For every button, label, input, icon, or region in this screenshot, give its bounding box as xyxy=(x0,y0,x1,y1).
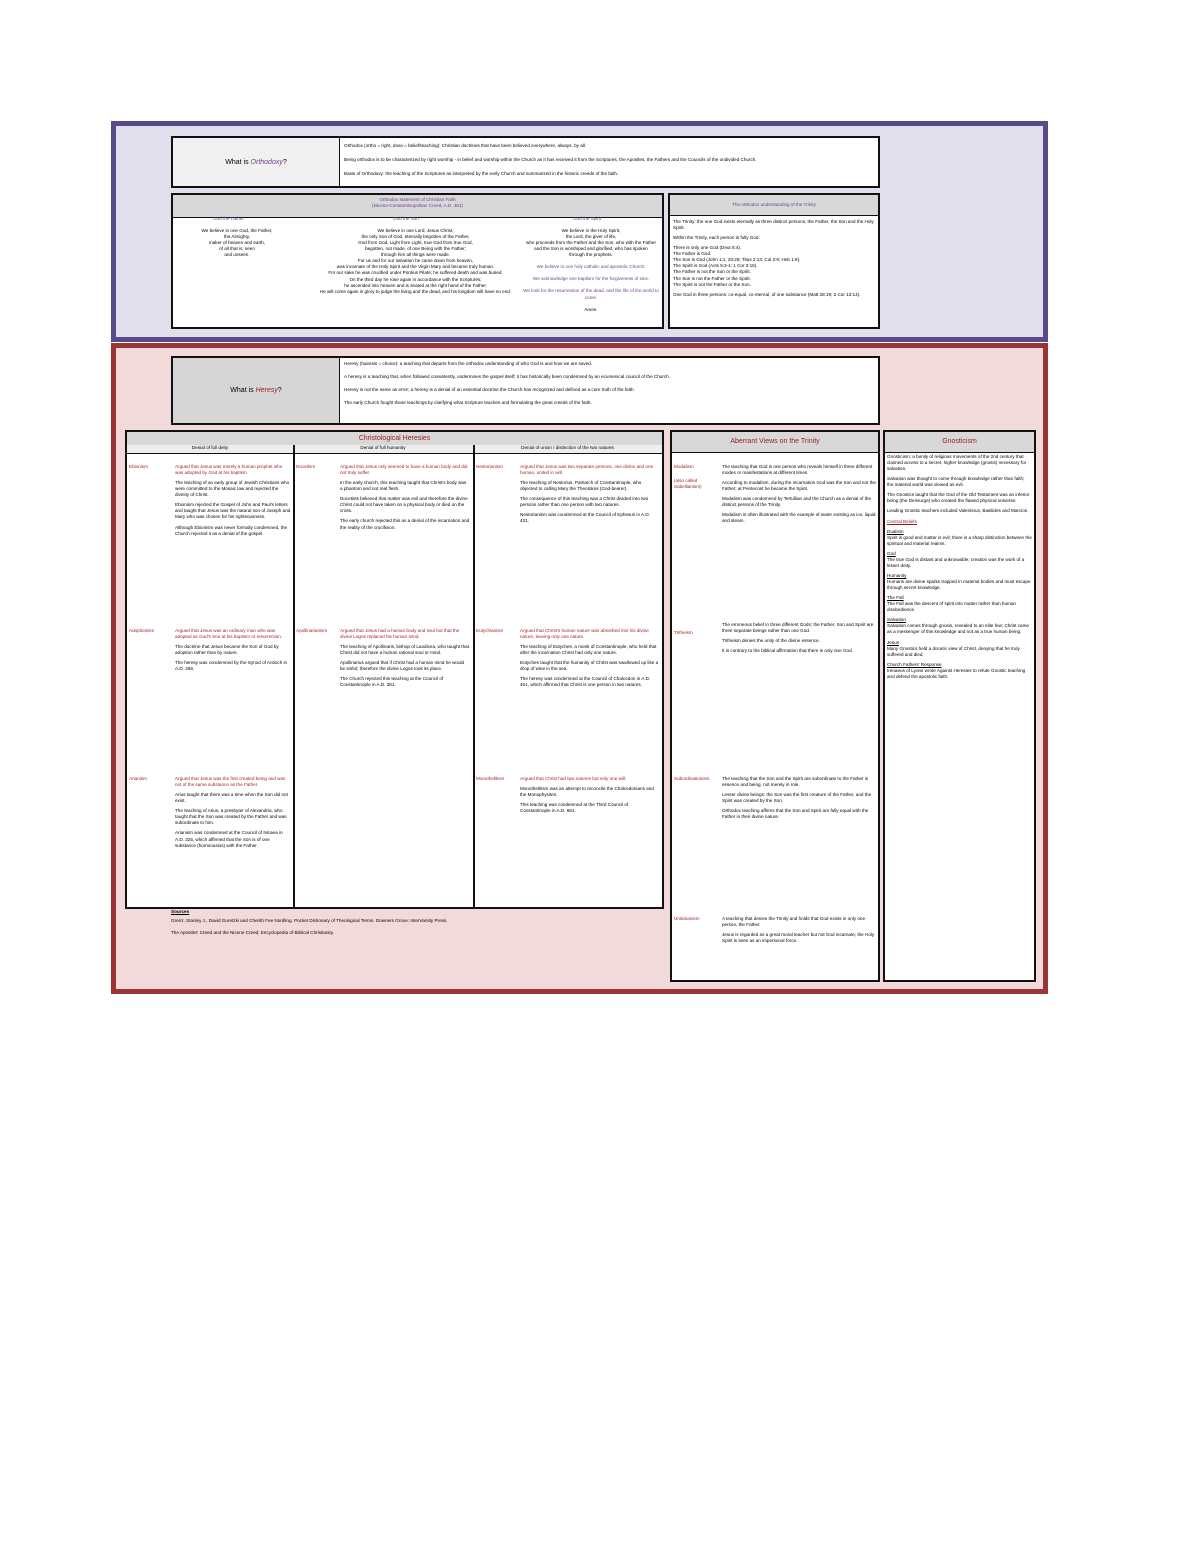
heresy-entry xyxy=(476,464,660,614)
heresy-para: Arius taught that there was a time when the Son did not exist. xyxy=(175,792,288,804)
heresy-para: In the early church, this teaching taught that Christ's body was a phantom and not real flesh. xyxy=(340,480,467,492)
gnosticism-section xyxy=(887,617,1032,635)
heresy-name: Apollinarianism xyxy=(296,628,328,633)
gnosticism-intro: Gnosticism: a family of religious movements of the 2nd century that claimed access to a secret, higher knowledge (gnosis) necessary for salvation. xyxy=(887,454,1027,472)
creed-line: the Lord, the giver of life, xyxy=(565,234,617,240)
heresy-para: The teaching of Eutyches, a monk of Constantinople, who held that after the incarnation Christ had only one nature. xyxy=(520,644,657,656)
heresy-para: Ebionism rejected the Gospel of John and Paul's letters and taught that Jesus was the natural son of Joseph and Mary who was chosen for his righteousness. xyxy=(175,502,291,520)
sources-label: Sources xyxy=(171,909,190,914)
trinity-para: The teaching that the Son and the Spirit are subordinate to the Father in essence and being, not merely in role. xyxy=(722,776,869,788)
gnosticism-title: Gnosticism xyxy=(885,432,1034,453)
trinity-para: According to modalism, during the incarnation God was the Son and not the Father; at Pentecost he became the Spirit. xyxy=(722,480,876,492)
creed-line: We look for the resurrection of the dead, and the life of the world to come. xyxy=(523,288,659,300)
trinity-line: Within the Trinity, each person is fully God: xyxy=(673,235,760,241)
gnosticism-section-text: The Gnostics taught that the God of the Old Testament was an inferior being (the Demiurge) who created the flawed physical universe. xyxy=(887,492,1030,504)
trinity-heresy-name xyxy=(674,464,718,490)
trinity-heresy-row xyxy=(674,916,878,980)
creed-line: and the Son is worshiped and glorified, who has spoken xyxy=(534,246,648,252)
heresy-para: The teaching of an early group of Jewish Christians who were committed to the Mosaic law and rejected the divinity of Christ. xyxy=(175,480,290,498)
creed-line: For our sake he was crucified under Pontius Pilate; he suffered death and was buried. xyxy=(328,270,503,276)
trinity-line: The Spirit is not the Father or the Son. xyxy=(673,281,751,287)
heresy-name: Eutychianism xyxy=(476,628,504,633)
creed-line: he ascended into heaven and is seated at the right hand of the Father. xyxy=(344,282,487,288)
gnosticism-section-text: Humans are divine sparks trapped in material bodies and must escape through secret knowledge. xyxy=(887,579,1031,591)
creed-line: We believe in the Holy Spirit, xyxy=(561,228,621,233)
heresy-entry xyxy=(296,628,471,768)
heresy-entry xyxy=(129,628,291,768)
creed-line: On the third day he rose again in accordance with the Scriptures; xyxy=(349,276,482,282)
heresy-lead: Argued that Jesus was the first created being and was not of the same substance as the Father. xyxy=(175,776,286,788)
gnosticism-section-head: Dualism xyxy=(887,528,904,534)
heresy-name: Ebionism xyxy=(129,464,148,469)
trinity-heresy-body xyxy=(722,464,878,614)
gnosticism-section-head: The Fall xyxy=(887,595,904,601)
gnosticism-section xyxy=(887,476,1032,488)
heresy-para: The teaching of Arius, a presbyter of Alexandria, who taught that the Son was created by the Father and was subordinate to him. xyxy=(175,808,287,826)
trinity-heresy-body xyxy=(722,916,878,980)
heresy-para: The early church rejected this as a denial of the incarnation and the reality of the crucifixion. xyxy=(340,518,470,530)
heresy-entry xyxy=(129,464,291,614)
gnosticism-section xyxy=(887,662,1032,680)
christology-col-heads xyxy=(127,445,662,454)
trinity-heresy-body xyxy=(722,622,878,762)
heresy-para: Docetists believed that matter was evil and therefore the divine Christ could not have taken on a physical body or died on the cross. xyxy=(340,496,468,514)
trinity-heresy-row xyxy=(674,776,878,896)
heresy-def-line: Heresy is not the same as error; a heresy is a denial of an essential doctrine the Church has recognized and defined as a core truth of the faith. xyxy=(344,387,635,393)
orthodoxy-def-line: Orthodox (ortho = right, doxa = belief/teaching): Christian doctrines that have been believed everywhere, always, by all. xyxy=(344,143,587,148)
column-divider xyxy=(473,445,475,907)
creed-line: begotten, not made, of one Being with the Father; xyxy=(365,246,466,252)
trinity-para: Tritheism denies the unity of the divine essence. xyxy=(722,638,820,644)
heresy-lead: Argued that Jesus only seemed to have a human body and did not truly suffer. xyxy=(340,464,468,476)
heresy-name: Monothelitism xyxy=(476,776,505,781)
heresy-para: This teaching was condemned at the Third Council of Constantinople in A.D. 681. xyxy=(520,802,629,814)
orthodox-trinity-title: The orthodox understanding of the Trinity xyxy=(670,195,878,216)
creed-line: the Almighty, xyxy=(224,234,250,240)
gnosticism-section xyxy=(887,529,1032,547)
creed-son-text xyxy=(293,228,538,295)
creed-line: the only Son of God, eternally begotten of the Father, xyxy=(361,234,470,240)
heresy-title: What is Heresy? xyxy=(230,387,282,394)
heresy-para: The doctrine that Jesus became the Son of God by adoption rather than by nature. xyxy=(175,644,279,656)
orthodoxy-definition-text xyxy=(344,143,874,187)
orthodoxy-title: What is Orthodoxy? xyxy=(225,158,287,166)
col-head-humanity: Denial of full humanity xyxy=(360,445,406,450)
column-divider xyxy=(293,445,295,907)
heresy-name: Docetism xyxy=(296,464,316,469)
trinity-line: The Son is God (John 1:1; 20:28; Titus 2:13; Col 2:9; Heb 1:8). xyxy=(673,257,801,263)
orthodoxy-title-cell xyxy=(173,138,340,186)
creed-father-text xyxy=(177,228,297,258)
heresy-lead: Argued that Christ had two natures but only one will. xyxy=(520,776,627,781)
heresy-lead: Argued that Christ's human nature was absorbed into his divine nature, leaving only one nature. xyxy=(520,628,649,640)
heresy-def-line: Heresy (hairesis = choice): a teaching that departs from the orthodox understanding of who God is and how we are saved. xyxy=(344,361,593,366)
creed-col-head-son: God the Son xyxy=(393,216,419,221)
creed-line: Amen. xyxy=(584,306,598,312)
creed-line: maker of heaven and earth, xyxy=(208,240,266,246)
trinity-line: The Son is not the Father or the Spirit. xyxy=(673,275,751,281)
col-head-deity: Denial of full deity xyxy=(191,445,229,450)
gnosticism-section xyxy=(887,573,1032,591)
orthodoxy-definition-box xyxy=(171,136,880,188)
creed-line: We acknowledge one baptism for the forgiveness of sins. xyxy=(532,276,650,282)
heresy-def-line: A heresy is a teaching that, when followed consistently, undermines the gospel itself; it has historically been condemned by an ecumenical council of the Church. xyxy=(344,374,670,380)
trinity-heresy-name: Subordinationism xyxy=(674,776,710,781)
gnosticism-section xyxy=(887,640,1032,658)
creed-box xyxy=(171,193,664,329)
heresy-entry xyxy=(476,628,660,778)
trinity-para: Jesus is regarded as a great moral teacher but not God incarnate; the Holy Spirit is seen as an impersonal force. xyxy=(722,932,875,944)
heresy-entry xyxy=(476,776,660,866)
creed-header xyxy=(173,195,662,218)
trinity-line: The Father is God. xyxy=(673,251,712,257)
gnosticism-section-text: Spirit is good and matter is evil; there is a sharp distinction between the spiritual and material realms. xyxy=(887,534,1032,546)
heresy-body xyxy=(340,464,470,614)
heresy-para: The heresy was condemned at the Council of Chalcedon in A.D. 451, which affirmed that Christ is one person in two natures. xyxy=(520,676,651,688)
trinity-para: A teaching that denies the Trinity and holds that God exists in only one person, the Father. xyxy=(722,916,866,928)
trinity-para: Modalism is often illustrated with the example of water existing as ice, liquid and steam. xyxy=(722,512,876,524)
christological-title: Christological Heresies xyxy=(127,432,662,446)
creed-col-head-father: God the Father xyxy=(213,216,244,221)
trinity-para: Orthodox teaching affirms that the Son and Spirit are fully equal with the Father in their divine nature. xyxy=(722,808,869,820)
heresy-lead: Argued that Jesus was two separate persons, one divine and one human, united in will. xyxy=(520,464,654,476)
heresy-para: The consequence of this teaching was a Christ divided into two persons rather than one person with two natures. xyxy=(520,496,649,508)
creed-spirit-text xyxy=(523,228,659,313)
trinity-para: It is contrary to the biblical affirmation that there is only one God. xyxy=(722,648,853,654)
heresy-para: Although Ebionism was never formally condemned, the Church rejected it as a denial of the gospel. xyxy=(175,524,288,536)
sources xyxy=(171,909,661,949)
heresy-para: The heresy was condemned by the Synod of Antioch in A.D. 268. xyxy=(175,660,288,672)
gnosticism-section-head: Humanity xyxy=(887,572,907,578)
creed-line: through him all things were made. xyxy=(381,252,450,258)
source-line: The Apostles' Creed and the Nicene Creed; Encyclopedia of Biblical Christianity. xyxy=(171,930,334,936)
creed-line: We believe in one holy catholic and apostolic Church. xyxy=(536,264,646,270)
heresy-para: Arianism was condemned at the Council of Nicaea in A.D. 325, which affirmed that the Son is of one substance (homoousios) with the Father. xyxy=(175,830,283,848)
creed-subtitle: (Nicene-Constantinopolitan Creed, A.D. 381) xyxy=(372,203,463,209)
trinity-heresy-row xyxy=(674,464,878,614)
creed-line: We believe in one God, the Father, xyxy=(201,228,273,233)
gnosticism-section-text: Leading Gnostic teachers included Valentinus, Basilides and Marcion. xyxy=(887,508,1029,514)
trinity-para: Lesser divine beings: the Son was the first creature of the Father, and the Spirit was created by the Son. xyxy=(722,792,872,804)
trinity-para: Modalism was condemned by Tertullian and the Church as a denial of the distinct persons of the Trinity. xyxy=(722,496,872,508)
gnosticism-section-head: Central Beliefs xyxy=(887,518,917,524)
orthodoxy-def-line: Basis of Orthodoxy: the teaching of the Scriptures as interpreted by the early Church and summarized in the historic creeds of the faith. xyxy=(344,171,619,177)
heresy-body xyxy=(520,628,659,778)
creed-line: of all that is, seen xyxy=(219,246,255,252)
gnosticism-section-head: God xyxy=(887,550,896,556)
gnosticism-section-head: Jesus xyxy=(887,639,900,645)
gnosticism-section-text: Salvation was thought to come through knowledge rather than faith; the material world was viewed as evil. xyxy=(887,476,1025,488)
orthodox-trinity-text xyxy=(673,219,876,327)
heresy-para: Eutyches taught that the humanity of Christ was swallowed up like a drop of wine in the sea. xyxy=(520,660,659,672)
gnosticism-section xyxy=(887,595,1032,613)
heresy-para: The teaching of Nestorius, Patriarch of Constantinople, who objected to calling Mary the Theotokos (God-bearer). xyxy=(520,480,642,492)
heresy-lead: Argued that Jesus was merely a human prophet who was adopted by God at his baptism. xyxy=(175,464,283,476)
heresy-definition-text xyxy=(344,361,874,421)
trinity-line: The Spirit is God (Acts 5:3-4; 1 Cor 3:16). xyxy=(673,263,758,269)
heresy-para: The Church rejected this teaching at the Council of Constantinople in A.D. 381. xyxy=(340,676,444,688)
heresy-name: Adoptionism xyxy=(129,628,155,633)
trinity-heresy-alt: (also called Sabellianism) xyxy=(674,478,702,490)
creed-title: Orthodox statement of Christian Faith xyxy=(379,197,456,202)
gnosticism-section xyxy=(887,492,1032,504)
creed-col-head-spirit: God the Spirit xyxy=(573,216,602,221)
gnosticism-text xyxy=(887,454,1032,980)
heresy-body xyxy=(340,628,470,768)
gnosticism-section xyxy=(887,508,1032,514)
heresy-para: Apollinarius argued that if Christ had a human mind he would be sinful; therefore the divine Logos took its place. xyxy=(340,660,465,672)
orthodoxy-def-line: Being orthodox is to be characterized by right worship - in belief and worship within the Church as it has received it from the Scriptures, the Apostles, the Fathers and the Councils of the undivided Church. xyxy=(344,157,757,163)
heresy-entry xyxy=(129,776,291,908)
creed-line: and unseen. xyxy=(224,252,250,258)
trinity-para: The teaching that God is one person who reveals himself in three different modes or manifestations at different times. xyxy=(722,464,873,476)
gnosticism-section-text: Many Gnostics held a docetic view of Christ, denying that he truly suffered and died. xyxy=(887,645,1020,657)
orthodox-trinity-box xyxy=(668,193,880,329)
heresy-name: Nestorianism xyxy=(476,464,503,469)
gnosticism-section-text: The Fall was the descent of spirit into matter rather than human disobedience. xyxy=(887,601,1016,613)
gnosticism-section xyxy=(887,551,1032,569)
trinity-line: One God in three persons: co-equal, co-eternal, of one substance (Matt 28:19; 2 Cor 13:14). xyxy=(673,291,861,297)
trinity-heresy-label: Modalism xyxy=(674,464,694,469)
trinity-line: The Trinity: the one God exists eternally as three distinct persons, the Father, the Son and the Holy Spirit. xyxy=(673,219,874,231)
heresy-body xyxy=(175,464,291,614)
christological-heresies-table xyxy=(125,430,664,909)
gnosticism-section xyxy=(887,519,1032,525)
heresy-lead: Argued that Jesus was an ordinary man who was adopted as God's Son at his baptism or resurrection. xyxy=(175,628,283,640)
trinity-heresy-row xyxy=(674,622,878,762)
heresy-body xyxy=(175,776,291,908)
gnosticism-section-text: The true God is distant and unknowable; creation was the work of a lesser deity. xyxy=(887,556,1025,568)
aberrant-trinity-box xyxy=(670,430,880,982)
gnosticism-section-head: Salvation xyxy=(887,617,906,623)
heresy-title-cell xyxy=(173,358,340,423)
trinity-heresy-name: Tritheism xyxy=(674,630,693,635)
heresy-entry xyxy=(296,464,471,614)
trinity-line: There is only one God (Deut 6:4). xyxy=(673,245,742,251)
heresy-body xyxy=(520,464,659,614)
heresy-para: Nestorianism was condemned at the Council of Ephesus in A.D. 431. xyxy=(520,512,650,524)
heresy-para: The teaching of Apollinaris, bishop of Laodicea, who taught that Christ did not have a human rational soul or mind. xyxy=(340,644,469,656)
creed-line: who proceeds from the Father and the Son, who with the Father xyxy=(526,240,656,246)
creed-line: We believe in one Lord, Jesus Christ, xyxy=(377,228,454,233)
creed-line: through the prophets. xyxy=(569,252,613,258)
col-head-union: Denial of union / distinction of the two natures xyxy=(521,445,614,450)
trinity-para: The erroneous belief in three different Gods; the Father, Son and Spirit are three separate beings rather than one God. xyxy=(722,622,874,634)
heresy-para: Monothelitism was an attempt to reconcile the Chalcedonians and the Monophysites. xyxy=(520,786,654,798)
creed-line: God from God, Light from Light, true God from true God, xyxy=(358,240,473,246)
trinity-heresy-name: Unitarianism xyxy=(674,916,700,921)
heresy-body xyxy=(175,628,291,768)
trinity-line: The Father is not the Son or the Spirit. xyxy=(673,269,751,275)
heresy-def-line: The early Church fought these teachings by clarifying what Scripture teaches and formulating the great creeds of the faith. xyxy=(344,400,592,406)
heresy-name: Arianism xyxy=(129,776,147,781)
creed-line: He will come again in glory to judge the living and the dead, and his kingdom will have no end. xyxy=(319,288,512,294)
gnosticism-section-head: Church Fathers' Response xyxy=(887,661,942,667)
creed-line: was incarnate of the Holy Spirit and the Virgin Mary and became truly human. xyxy=(336,264,495,270)
heresy-lead: Argued that Jesus had a human body and soul but that the divine Logos replaced his human mind. xyxy=(340,628,460,640)
trinity-heresy-body xyxy=(722,776,878,896)
gnosticism-section-text: Salvation comes through gnosis, revealed to an elite few; Christ came as a messenger of this knowledge and not as a true human being. xyxy=(887,623,1029,635)
aberrant-trinity-title: Aberrant Views on the Trinity xyxy=(672,432,878,453)
creed-line: For us and for our salvation he came down from heaven, xyxy=(357,258,474,264)
gnosticism-section-text: Irenaeus of Lyons wrote Against Heresies to refute Gnostic teaching and defend the apostolic faith. xyxy=(887,667,1026,679)
heresy-body xyxy=(520,776,659,866)
heresy-definition-box xyxy=(171,356,880,425)
gnosticism-box xyxy=(883,430,1036,982)
source-line: Grenz, Stanley J., David Guretzki and Cherith Fee Nordling. Pocket Dictionary of Theological Terms. Downers Grove: InterVarsity Press. xyxy=(171,918,448,924)
